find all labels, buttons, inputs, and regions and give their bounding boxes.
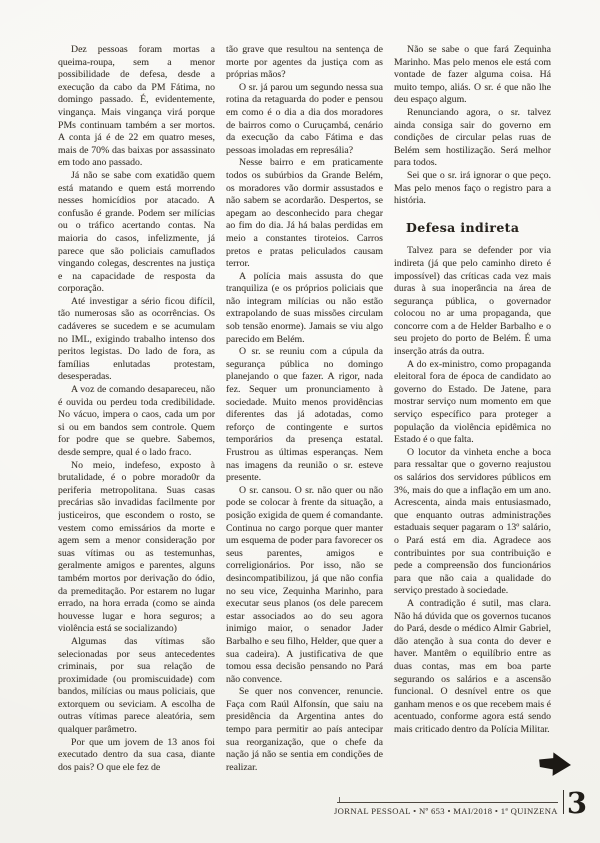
article-body xyxy=(58,44,551,792)
text-column-1 xyxy=(58,44,215,792)
continuation-arrow-icon xyxy=(538,750,572,778)
article-paragraph: Renunciando agora, o sr. talvez ainda consiga sair do governo em condições de circular pelas ruas de Belém sem hostilização. Será melhor para todos. xyxy=(394,106,551,169)
article-paragraph: Talvez para se defender por via indireta (já que pelo caminho direto é impossível) das críticas cada vez mais duras à sua inoperância na área de segurança pública, o governador colocou no ar uma propaganda, que concorre com a de Helder Barbalho e o seu projeto do porto de Belém. É uma inserção atrás da outra. xyxy=(394,245,551,358)
page-footer xyxy=(333,786,587,820)
journal-credit-line: JORNAL PESSOAL • Nº 653 • MAI/2018 • 1ª QUINZENA xyxy=(333,806,558,816)
article-paragraph: Se quer nos convencer, renuncie. Faça com Raúl Alfonsín, que saiu na presidência da Argentina antes do tempo para permitir ao país antecipar sua reorganização, que o chefe da nação já não se sentia em condições de realizar. xyxy=(226,686,383,773)
text-column-2 xyxy=(226,44,383,792)
article-paragraph: Já não se sabe com exatidão quem está matando e quem está morrendo nesses homicídios por atacado. A confusão é grande. Podem ser milícias ou o tráfico acertando contas. Na maioria do casos, infelizmente, já parece que são policiais camuflados vingando colegas, descrentes na justiça e na capacidade de resposta da corporação. xyxy=(58,169,215,295)
page-number: 3 xyxy=(566,786,587,820)
section-heading: Defesa indireta xyxy=(406,219,520,235)
article-paragraph: Sei que o sr. irá ignorar o que peço. Mas pelo menos faço o registro para a história. xyxy=(394,169,551,207)
article-paragraph: Nesse bairro e em praticamente todos os subúrbios da Grande Belém, os moradores vão dormir assustados e não sabem se acordarão. Despertos, se apegam ao desconhecido para chegar ao fim do dia. Já há balas perdidas em meio a constantes tiroteios. Carros pretos e pratas peliculados causam terror. xyxy=(226,157,383,270)
article-paragraph: A voz de comando desapareceu, não é ouvida ou perdeu toda credibilidade. No vácuo, impera o caos, cada um por si ou em bandos sem controle. Quem for podre que se quebre. Sabemos, desde sempre, qual é o lado fraco. xyxy=(58,384,215,458)
article-paragraph: O sr. cansou. O sr. não quer ou não pode se colocar à frente da situação, a posição exigida de quem é comandante. Continua no cargo porque quer manter um esquema de poder para favorecer os seus parentes, amigos e correligionários. Por isso, não se desincompatibilizou, já que não confia no seu vice, Zequinha Marinho, para executar seus planos (os dele parecem estar associados ao do seu agora inimigo maior, o senador Jader Barbalho e seu filho, Helder, que quer a sua cadeira). A justificativa de que tomou essa decisão pensando no Pará não convence. xyxy=(226,484,383,685)
article-paragraph: Não se sabe o que fará Zequinha Marinho. Mas pelo menos ele está com vontade de fazer alguma coisa. Há muito tempo, aliás. O sr. é que não lhe deu espaço algum. xyxy=(394,44,551,106)
article-paragraph: A polícia mais assusta do que tranquiliza (e os próprios policiais que não integram milícias ou não estão extrapolando de suas missões circulam sob tensão enorme). Jamais se viu algo parecido em Belém. xyxy=(226,270,383,345)
article-paragraph: Algumas das vítimas são selecionadas por seus antecedentes criminais, por sua relação de proximidade (ou promiscuidade) com bandos, milícias ou maus policiais, que extorquem ou seviciam. A escolha de outras vítimas parece aleatória, sem qualquer parâmetro. xyxy=(58,635,215,736)
article-paragraph: Dez pessoas foram mortas a queima-roupa, sem a menor possibilidade de defesa, desde a execução da cabo da PM Fátima, no domingo passado. É, evidentemente, vingança. Mais vingança virá porque PMs continuam também a ser mortos. A conta já é de 22 em quatro meses, mais de 70% das baixas por assassinato em todo ano passado. xyxy=(58,44,215,169)
article-paragraph: No meio, indefeso, exposto à brutalidade, é o pobre morado0r da periferia metropolitana. Suas casas precárias são invadidas facilmente por justiceiros, que escondem o rosto, se vestem como emissários da morte e agem sem a menor consideração por suas vítimas ou as testemunhas, geralmente amigos e parentes, alguns também mortos por derivação do ódio, da premeditação. Por estarem no lugar errado, na hora errada (como se ainda houvesse lugar e hora seguros; a violência está se socializando) xyxy=(58,459,215,635)
article-paragraph: O sr. se reuniu com a cúpula da segurança pública no domingo planejando o que fazer. A rigor, nada fez. Sequer um pronunciamento à sociedade. Muito menos providências diferentes das já adotadas, como reforço de contingente e surtos temporários da presença estatal. Frustrou as últimas esperanças. Nem nas imagens da reunião o sr. esteve presente. xyxy=(226,346,383,484)
article-paragraph: Até investigar a sério ficou difícil, tão numerosas são as ocorrências. Os cadáveres se sucedem e se acumulam no IML, exigindo trabalho intenso dos peritos legistas. Do lado de fora, as famílias enlutadas protestam, desesperadas. xyxy=(58,295,215,383)
article-paragraph: tão grave que resultou na sentença de morte por agentes da justiça com as próprias mãos? xyxy=(226,44,383,81)
article-paragraph: A do ex-ministro, como propaganda eleitoral fora de época de candidato ao governo do Estado. De Jatene, para mostrar serviço num momento em que serviço específico para proteger a população da violência epidêmica no Estado é o que falta. xyxy=(394,358,551,446)
article-paragraph: O locutor da vinheta enche a boca para ressaltar que o governo reajustou os salários dos servidores públicos em 3%, mais do que a inflação em um ano. Acrescenta, ainda mais entusiasmado, que enquanto outras administrações estaduais sequer pagaram o 13º salário, o Pará está em dia. Agradece aos contribuintes por sua contribuição e pede a compreensão dos funcionários para que não caia a qualidade do serviço prestado à sociedade. xyxy=(394,446,551,597)
text-column-3 xyxy=(394,44,551,792)
page-number-tick xyxy=(563,790,564,814)
footer-divider xyxy=(337,802,558,803)
article-paragraph: Por que um jovem de 13 anos foi executado dentro da sua casa, diante dos pais? O que ele fez de xyxy=(58,736,215,773)
article-paragraph: O sr. já parou um segundo nessa sua rotina da retaguarda do poder e pensou em como é o dia a dia dos moradores de bairros como o Curuçambá, cenário da execução da cabo Fátima e das pessoas imoladas em represália? xyxy=(226,81,383,156)
article-paragraph: A contradição é sutil, mas clara. Não há dúvida que os governos tucanos do Pará, desde o médico Almir Gabriel, dão atenção à sua conta do dever e haver. Mantêm o equilíbrio entre as duas contas, mas em boa parte segurando os salários e a ascensão funcional. O desnível entre os que ganham menos e os que recebem mais é acentuado, conforme agora está sendo mais criticado dentro da Polícia Militar. xyxy=(394,597,551,735)
footer-credit-block xyxy=(334,802,558,816)
page-number-block xyxy=(563,786,587,820)
